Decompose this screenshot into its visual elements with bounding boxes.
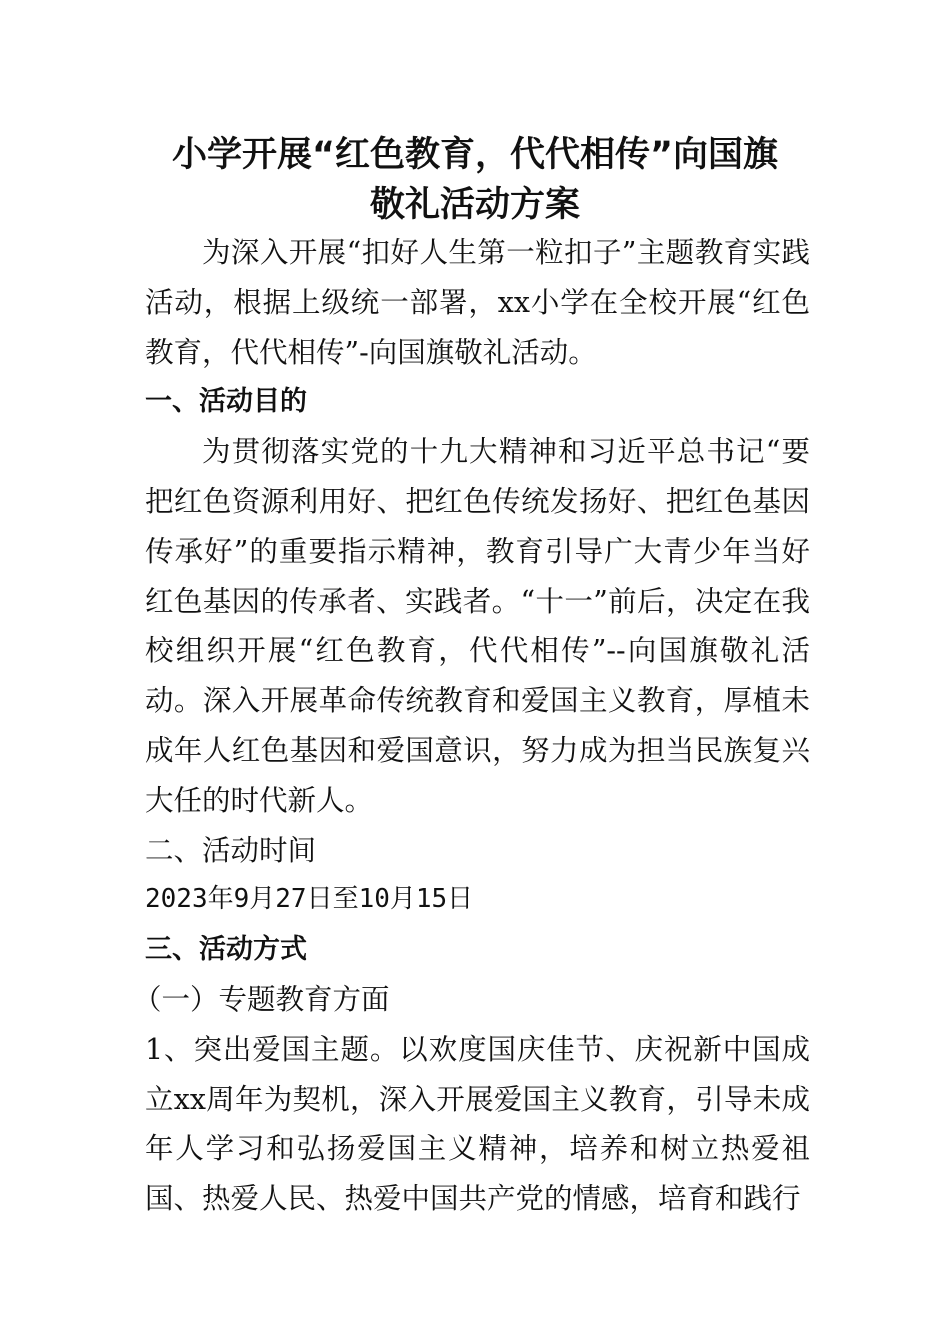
method-item-1: 1、突出爱国主题。以欢度国庆佳节、庆祝新中国成立xx周年为契机，深入开展爱国主义教育，引导未成年人学习和弘扬爱国主义精神，培养和树立热爱祖国、热爱人民、热爱中国共产党的情感，培育和践行 bbox=[145, 1032, 810, 1216]
section-heading-purpose: 一、活动目的 bbox=[145, 386, 307, 418]
section-heading-time: 二、活动时间 bbox=[145, 833, 317, 867]
subsection-heading-education: （一）专题教育方面 bbox=[133, 982, 390, 1016]
purpose-paragraph: 为贯彻落实党的十九大精神和习近平总书记“要把红色资源利用好、把红色传统发扬好、把红色基因传承好”的重要指示精神，教育引导广大青少年当好红色基因的传承者、实践者。“十一”前后，决定在我校组织开展“红色教育，代代相传”--向国旗敬礼活动。深入开展革命传统教育和爱国主义教育，厚植未成年人红色基因和爱国意识，努力成为担当民族复兴大任的时代新人。 bbox=[145, 435, 810, 817]
intro-paragraph: 为深入开展“扣好人生第一粒扣子”主题教育实践活动，根据上级统一部署，xx小学在全校开展“红色教育，代代相传”-向国旗敬礼活动。 bbox=[145, 236, 810, 369]
document-title-line-1: 小学开展“红色教育，代代相传”向国旗 bbox=[171, 135, 778, 175]
document-title-line-2: 敬礼活动方案 bbox=[369, 185, 580, 225]
activity-date: 2023年9月27日至10月15日 bbox=[145, 884, 474, 915]
section-heading-method: 三、活动方式 bbox=[145, 934, 307, 966]
document-body bbox=[133, 228, 810, 1224]
